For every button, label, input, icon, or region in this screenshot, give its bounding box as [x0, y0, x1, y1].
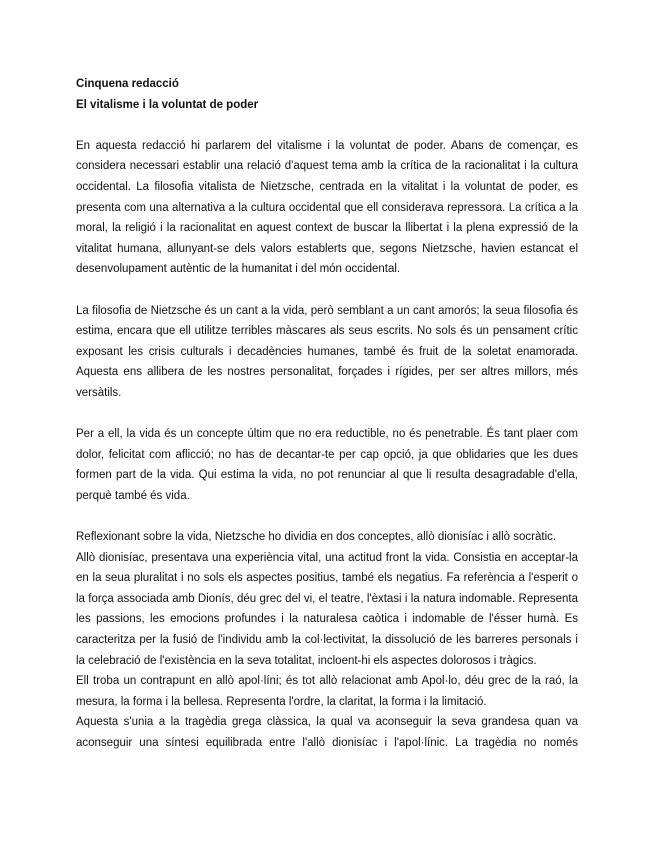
- paragraph-1: En aquesta redacció hi parlarem del vitalisme i la voluntat de poder. Abans de començar, es considera necessari establir una relació d'aquest tema amb la crítica de la racionalitat i la cultura occidental. La filosofia vitalista de Nietzsche, centrada en la vitalitat i la voluntat de poder, es presenta com una alternativa a la cultura occidental que ell considerava repressora. La crítica a la moral, la religió i la racionalitat en aquest context de buscar la llibertat i la plena expressió de la vitalitat humana, allunyant-se dels valors establerts que, segons Nietzsche, havien estancat el desenvolupament autèntic de la humanitat i del món occidental.: [76, 139, 578, 276]
- heading-line-1: Cinquena redacció: [76, 78, 179, 90]
- paragraph-2: La filosofia de Nietzsche és un cant a la vida, però semblant a un cant amorós; la seua filosofia és estima, encara que ell utilitze terribles màscares als seus escrits. No sols és un pensament crític exposant les crisis culturals i decadències humanes, també és fruit de la soletat enamorada. Aquesta ens allibera de les nostres personalitat, forçades i rígides, per ser altres millors, més versàtils.: [76, 304, 578, 399]
- spacer: [76, 404, 578, 425]
- spacer: [76, 280, 578, 301]
- spacer: [76, 506, 578, 527]
- paragraph-4: Reflexionant sobre la vida, Nietzsche ho dividia en dos conceptes, allò dionisíac i allò socràtic.: [76, 531, 557, 544]
- spacer: [76, 115, 578, 136]
- paragraph-5: Allò dionisíac, presentava una experiència vital, una actitud front la vida. Consistia en acceptar-la en la seua pluralitat i no sols els aspectes positius, també els negatius. Fa referència a l'esperit o la força associada amb Dionís, déu grec del vi, el teatre, l'èxtasi i la natura indomable. Representa les passions, les emocions profundes i la naturalesa caòtica i indomable de l'ésser humà. Es caracteritza per la fusió de l'individu amb la col·lectivitat, la dissolució de les barreres personals i la celebració de l'existència en la seva totalitat, incloent-hi els aspectes dolorosos i tràgics.: [76, 551, 578, 667]
- paragraph-3: Per a ell, la vida és un concepte últim que no era reductible, no és penetrable. És tant plaer com dolor, felicitat com aflicció; no has de decantar-te per cap opció, ja que oblidaries que les dues formen part de la vida. Qui estima la vida, no pot renunciar al que li resulta desagradable d'ella, perquè també és vida.: [76, 428, 578, 502]
- paragraph-7: Aquesta s'unia a la tragèdia grega clàssica, la qual va aconseguir la seva grandesa quan va aconseguir una síntesi equilibrada entre l'allò dionisíac i l'apol·línic. La tragèdia no només: [76, 716, 578, 749]
- document-page: [76, 74, 578, 754]
- paragraph-6: Ell troba un contrapunt en allò apol·líni; és tot allò relacionat amb Apol·lo, déu grec de la raó, la mesura, la forma i la bellesa. Representa l'ordre, la claritat, la forma i la limitació.: [76, 675, 578, 708]
- heading-line-2: El vitalisme i la voluntat de poder: [76, 98, 259, 111]
